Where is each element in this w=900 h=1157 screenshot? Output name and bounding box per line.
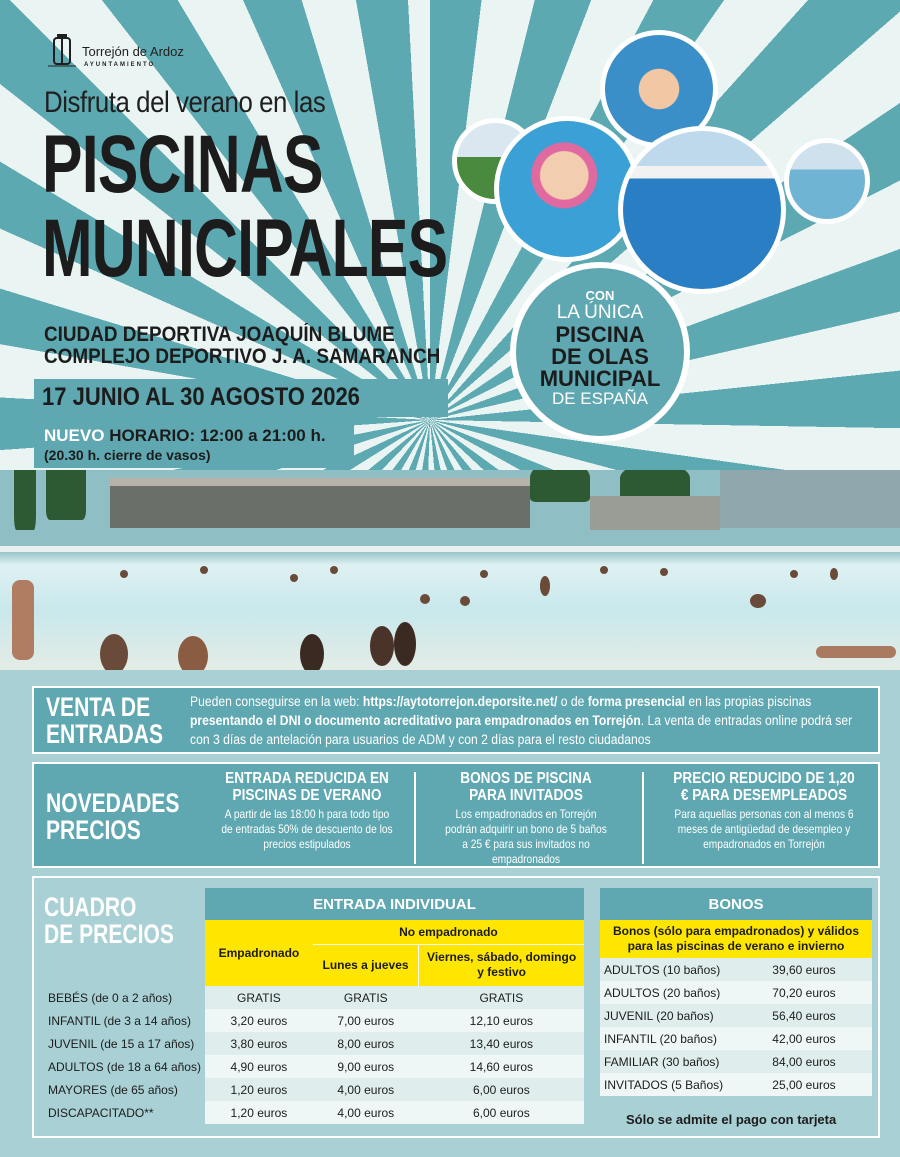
bono-label: INFANTIL (20 baños): [600, 1027, 736, 1050]
price-row-label: JUVENIL (de 15 a 17 años): [48, 1036, 195, 1051]
individual-entry-header: ENTRADA INDIVIDUAL: [205, 888, 584, 920]
price-weekend: 14,60 euros: [419, 1055, 584, 1078]
city-logo: [48, 34, 198, 72]
price-weekday: GRATIS: [313, 986, 419, 1009]
bono-row: [600, 958, 872, 981]
bono-label: ADULTOS (10 baños): [600, 958, 736, 981]
news-divider: [642, 772, 644, 864]
bono-label: INVITADOS (5 Baños): [600, 1073, 736, 1096]
photo-pool-people: [784, 138, 870, 224]
news-divider: [414, 772, 416, 864]
opening-hours-banner: [34, 420, 354, 468]
headline-title-line1: PISCINAS: [42, 119, 323, 210]
price-weekday: 8,00 euros: [313, 1032, 419, 1055]
price-news-title: NOVEDADES PRECIOS: [46, 788, 180, 845]
bono-label: JUVENIL (20 baños): [600, 1004, 736, 1027]
bonos-table: [600, 888, 872, 1096]
headline-kicker: Disfruta del verano en las: [44, 86, 326, 119]
bono-price: 25,00 euros: [736, 1073, 872, 1096]
ticket-sales-text: Pueden conseguirse en la web: https://aytotorrejon.deporsite.net/ o de forma presencial en las propias piscinas presentando el DNI o documento acreditativo para empadronados en Torrejón. La venta de entradas online podrá ser con 3 días de antelación para usuarios de ADM y con 2 días para el resto ciudadanos: [190, 694, 853, 747]
news-unemployed-heading: PRECIO REDUCIDO DE 1,20 € PARA DESEMPLEADOS: [673, 770, 855, 804]
bono-row: [600, 1073, 872, 1096]
price-resident: 3,80 euros: [205, 1032, 313, 1055]
news-reduced-entry-heading: ENTRADA REDUCIDA EN PISCINAS DE VERANO: [225, 770, 389, 804]
price-news-box: [32, 762, 880, 868]
wave-pool-badge: [510, 262, 690, 442]
resident-header: Empadronado: [205, 920, 313, 986]
news-unemployed-text: Para aquellas personas con al menos 6 meses de antigüedad de desempleo y empadronados en Torrejón: [674, 807, 854, 851]
news-guest-passes-heading: BONOS DE PISCINA PARA INVITADOS: [460, 770, 592, 804]
price-weekend: GRATIS: [419, 986, 584, 1009]
ticket-website-link[interactable]: https://aytotorrejon.deporsite.net/: [362, 694, 558, 709]
news-reduced-entry: [202, 770, 412, 864]
ayuntamiento-label: AYUNTAMIENTO: [84, 62, 156, 68]
headline-title-line2: MUNICIPALES: [42, 203, 448, 294]
photo-child-underwater: [494, 116, 640, 262]
opening-hours: [44, 426, 326, 446]
pool-building-roof: [110, 478, 530, 486]
weekend-header: Viernes, sábado, domingo y festivo: [419, 944, 584, 986]
closing-note: (20.30 h. cierre de vasos): [44, 447, 211, 463]
city-name: Torrejón de Ardoz: [82, 44, 184, 59]
price-resident: 3,20 euros: [205, 1009, 313, 1032]
badge-line2: PISCINA: [555, 322, 645, 347]
badge-con: CON: [585, 288, 615, 303]
pool-edge: [0, 546, 900, 552]
weekday-header: Lunes a jueves: [313, 944, 419, 986]
badge-line3: DE OLAS: [551, 344, 649, 369]
hours-text: HORARIO: 12:00 a 21:00 h.: [109, 426, 326, 445]
bono-row: [600, 1004, 872, 1027]
price-row: [44, 1101, 584, 1124]
bono-row: [600, 981, 872, 1004]
photo-outdoor-pool: [618, 126, 786, 294]
badge-line5: DE ESPAÑA: [551, 389, 649, 408]
news-guest-passes: [426, 770, 626, 864]
new-label: NUEVO: [44, 426, 105, 445]
price-row: [44, 1009, 584, 1032]
price-weekday: 9,00 euros: [313, 1055, 419, 1078]
season-dates-banner: [34, 379, 448, 417]
price-weekend: 6,00 euros: [419, 1101, 584, 1124]
tree: [14, 470, 36, 530]
tree: [530, 470, 590, 502]
individual-entry-table: [44, 888, 584, 1124]
price-weekend: 6,00 euros: [419, 1078, 584, 1101]
price-row-label: BEBÉS (de 0 a 2 años): [48, 990, 173, 1005]
bono-price: 42,00 euros: [736, 1027, 872, 1050]
price-row: [44, 1032, 584, 1055]
price-table-box: [32, 876, 880, 1138]
price-row-label: MAYORES (de 65 años): [48, 1082, 178, 1097]
bono-price: 56,40 euros: [736, 1004, 872, 1027]
tree: [46, 470, 86, 520]
price-weekday: 4,00 euros: [313, 1078, 419, 1101]
price-resident: 1,20 euros: [205, 1078, 313, 1101]
bono-price: 39,60 euros: [736, 958, 872, 981]
badge-line4: MUNICIPAL: [539, 366, 661, 391]
ticket-sales-title: VENTA DE ENTRADAS: [46, 692, 164, 749]
bono-label: ADULTOS (20 baños): [600, 981, 736, 1004]
ticket-sales-box: [32, 686, 880, 754]
glass-building: [720, 470, 900, 528]
price-weekday: 4,00 euros: [313, 1101, 419, 1124]
price-row-label: ADULTOS (de 18 a 64 años): [48, 1059, 201, 1074]
price-weekend: 12,10 euros: [419, 1009, 584, 1032]
price-resident: 4,90 euros: [205, 1055, 313, 1078]
price-row-label: INFANTIL (de 3 a 14 años): [48, 1013, 191, 1028]
bono-label: FAMILIAR (30 baños): [600, 1050, 736, 1073]
news-guest-passes-text: Los empadronados en Torrejón podrán adquirir un bono de 5 baños a 25 € para sus invitados no empadronados: [445, 807, 607, 866]
price-resident: 1,20 euros: [205, 1101, 313, 1124]
kiosk-building: [590, 496, 720, 530]
bono-row: [600, 1027, 872, 1050]
price-weekend: 13,40 euros: [419, 1032, 584, 1055]
non-resident-header: No empadronado: [313, 920, 584, 944]
season-dates: 17 JUNIO AL 30 AGOSTO 2026: [42, 383, 360, 411]
pool-building: [110, 482, 530, 528]
news-unemployed: [656, 770, 872, 864]
bono-row: [600, 1050, 872, 1073]
badge-line1: LA ÚNICA: [556, 302, 644, 323]
bono-price: 70,20 euros: [736, 981, 872, 1004]
price-row-label: DISCAPACITADO**: [48, 1105, 154, 1120]
price-weekday: 7,00 euros: [313, 1009, 419, 1032]
price-row: [44, 986, 584, 1009]
wave-pool-photo: [0, 470, 900, 670]
news-reduced-entry-text: A partir de las 18:00 h para todo tipo de entradas 50% de descuento de los precios estipulados: [221, 807, 393, 851]
bono-price: 84,00 euros: [736, 1050, 872, 1073]
bonos-header: BONOS: [600, 888, 872, 920]
price-row: [44, 1078, 584, 1101]
venue-blume: CIUDAD DEPORTIVA JOAQUÍN BLUME: [44, 323, 395, 346]
card-payment-note: Sólo se admite el pago con tarjeta: [626, 1112, 837, 1127]
price-row: [44, 1055, 584, 1078]
price-table-title: CUADRO DE PRECIOS: [44, 892, 174, 949]
venue-samaranch: COMPLEJO DEPORTIVO J. A. SAMARANCH: [44, 345, 441, 368]
city-seal-icon: [48, 34, 76, 70]
bonos-subheader: Bonos (sólo para empadronados) y válidos para las piscinas de verano e invierno: [600, 920, 872, 958]
price-resident: GRATIS: [205, 986, 313, 1009]
